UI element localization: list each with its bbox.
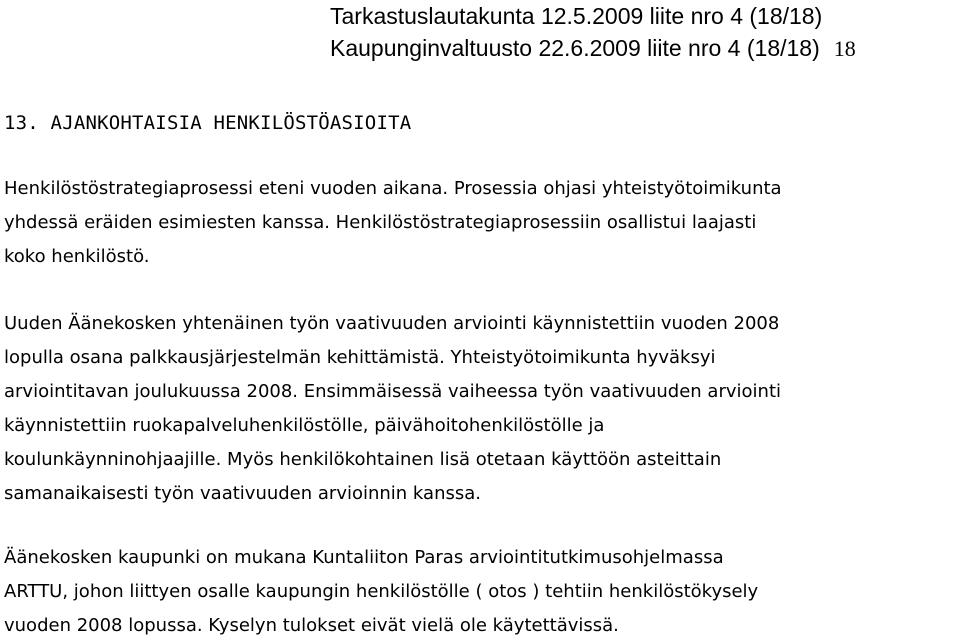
paragraph-line: samanaikaisesti työn vaativuuden arvioinnin kanssa. (4, 483, 481, 504)
header-line-2 (330, 32, 950, 65)
paragraph-line: arviointitavan joulukuussa 2008. Ensimmäisessä vaiheessa työn vaativuuden arviointi (4, 381, 781, 402)
paragraph-line: Henkilöstöstrategiaprosessi eteni vuoden aikana. Prosessia ohjasi yhteistyötoimikunta (4, 178, 782, 199)
paragraph-line: Äänekosken kaupunki on mukana Kuntaliiton Paras arviointitutkimusohjelmassa (4, 547, 724, 568)
paragraph-3 (4, 541, 954, 643)
header-line-1: Tarkastuslautakunta 12.5.2009 liite nro 4 (18/18) (330, 3, 823, 29)
paragraph-line: koko henkilöstö. (4, 246, 150, 267)
paragraph-line: Uuden Äänekosken yhtenäinen työn vaativuuden arviointi käynnistettiin vuoden 2008 (4, 313, 780, 334)
section-heading: 13. AJANKOHTAISIA HENKILÖSTÖASIOITA (4, 112, 412, 134)
page-header (330, 0, 950, 65)
paragraph-line: yhdessä eräiden esimiesten kanssa. Henkilöstöstrategiaprosessiin osallistui laajasti (4, 212, 757, 233)
header-line-2-text: Kaupunginvaltuusto 22.6.2009 liite nro 4 (18/18) (330, 35, 820, 61)
paragraph-line: ARTTU, johon liittyen osalle kaupungin henkilöstölle ( otos ) tehtiin henkilöstökysely (4, 581, 759, 602)
paragraph-1 (4, 172, 954, 274)
paragraph-2 (4, 307, 954, 511)
paragraph-line: lopulla osana palkkausjärjestelmän kehittämistä. Yhteistyötoimikunta hyväksyi (4, 347, 716, 368)
paragraph-line: vuoden 2008 lopussa. Kyselyn tulokset eivät vielä ole käytettävissä. (4, 615, 619, 636)
paragraph-line: käynnistettiin ruokapalveluhenkilöstölle, päivähoitohenkilöstölle ja (4, 415, 605, 436)
page-number: 18 (833, 36, 856, 61)
paragraph-line: koulunkäynninohjaajille. Myös henkilökohtainen lisä otetaan käyttöön asteittain (4, 449, 722, 470)
